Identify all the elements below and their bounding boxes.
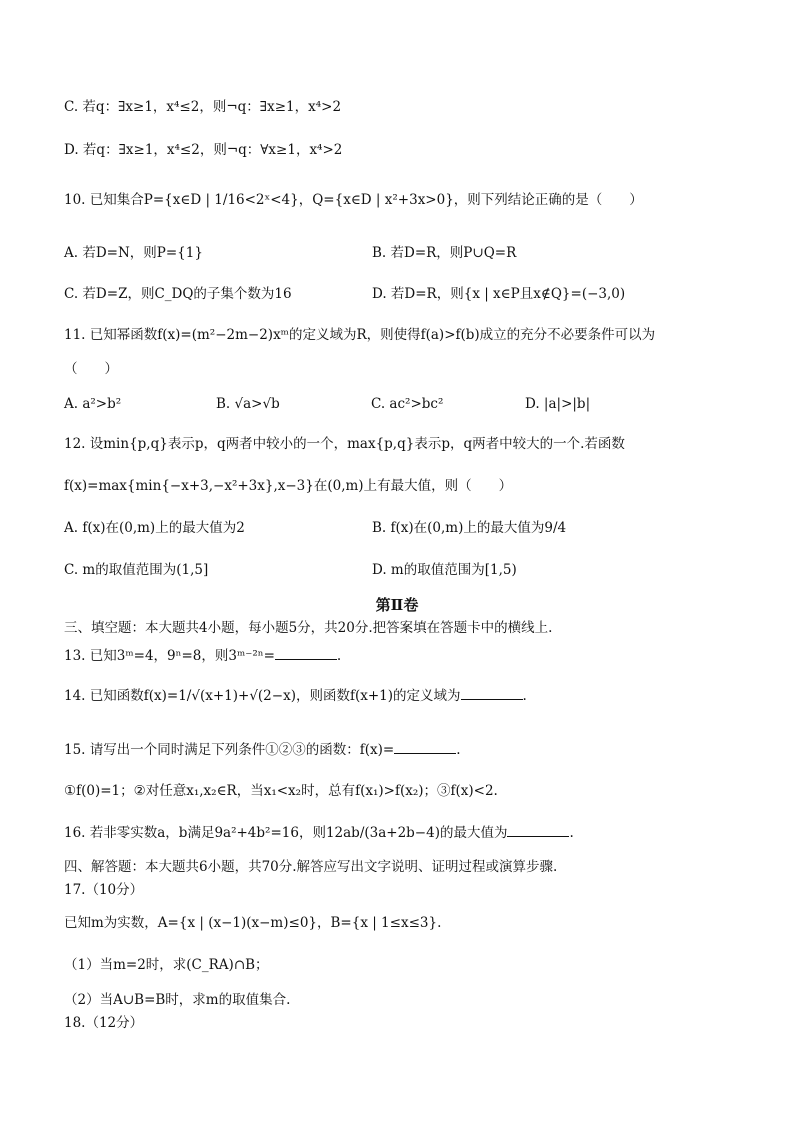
q10-option-c: C. 若D=Z，则C_DQ的子集个数为16 bbox=[64, 286, 292, 302]
q15: 15. 请写出一个同时满足下列条件①②③的函数：f(x)= . bbox=[64, 739, 461, 760]
q9-option-d: D. 若q：∃x≥1，x⁴≤2，则¬q：∀x≥1，x⁴>2 bbox=[64, 142, 343, 158]
q13: 13. 已知3ᵐ=4，9ⁿ=8，则3ᵐ⁻²ⁿ= . bbox=[64, 645, 341, 666]
q16-stem: 16. 若非零实数a，b满足9a²+4b²=16，则12ab/(3a+2b−4)的最大值为 bbox=[64, 825, 508, 841]
q12-option-a: A. f(x)在(0,m)上的最大值为2 bbox=[64, 520, 245, 536]
q17-heading: 17.（10分） bbox=[64, 882, 144, 898]
section-four-heading: 四、解答题：本大题共6小题，共70分.解答应写出文字说明、证明过程或演算步骤. bbox=[64, 859, 558, 875]
section-three-heading: 三、填空题：本大题共4小题，每小题5分，共20分.把答案填在答题卡中的横线上. bbox=[64, 620, 553, 636]
q16-answer-blank[interactable] bbox=[507, 822, 569, 837]
q11-answer-paren: （ ） bbox=[64, 361, 118, 377]
q10-option-a: A. 若D=N，则P={1} bbox=[64, 245, 203, 261]
q11-option-a: A. a²>b² bbox=[64, 396, 122, 412]
q14: 14. 已知函数f(x)=1/√(x+1)+√(2−x)，则函数f(x+1)的定义域为 . bbox=[64, 685, 527, 706]
q13-answer-blank[interactable] bbox=[275, 645, 337, 660]
q18-heading: 18.（12分） bbox=[64, 1015, 144, 1031]
q17-part2: （2）当A∪B=B时，求m的取值集合. bbox=[64, 992, 291, 1008]
q10-option-b: B. 若D=R，则P∪Q=R bbox=[372, 245, 517, 261]
q13-stem: 13. 已知3ᵐ=4，9ⁿ=8，则3ᵐ⁻²ⁿ= bbox=[64, 648, 275, 664]
q17-part1: （1）当m=2时，求(C_RA)∩B； bbox=[64, 957, 269, 973]
q14-answer-blank[interactable] bbox=[461, 685, 523, 700]
q10-stem: 10. 已知集合P={x∈D | 1/16<2ˣ<4}，Q={x∈D | x²+3x>0}，则下列结论正确的是（ ） bbox=[64, 192, 643, 208]
q9-option-c: C. 若q：∃x≥1，x⁴≤2，则¬q：∃x≥1，x⁴>2 bbox=[64, 99, 342, 115]
q14-stem: 14. 已知函数f(x)=1/√(x+1)+√(2−x)，则函数f(x+1)的定义域为 bbox=[64, 688, 461, 704]
q12-option-c: C. m的取值范围为(1,5] bbox=[64, 562, 209, 578]
q16: 16. 若非零实数a，b满足9a²+4b²=16，则12ab/(3a+2b−4)的最大值为 . bbox=[64, 822, 574, 843]
q11-option-c: C. ac²>bc² bbox=[371, 396, 444, 412]
q12-option-b: B. f(x)在(0,m)上的最大值为9/4 bbox=[372, 520, 567, 536]
q15-stem: 15. 请写出一个同时满足下列条件①②③的函数：f(x)= bbox=[64, 742, 395, 758]
q12-option-d: D. m的取值范围为[1,5) bbox=[372, 562, 517, 578]
q15-conditions: ①f(0)=1；②对任意x₁,x₂∈R，当x₁<x₂时，总有f(x₁)>f(x₂)；③f(x)<2. bbox=[64, 783, 498, 799]
q10-option-d: D. 若D=R，则{x | x∈P且x∉Q}=(−3,0) bbox=[372, 286, 626, 302]
q12-stem-line2: f(x)=max{min{−x+3,−x²+3x},x−3}在(0,m)上有最大值，则（ ） bbox=[64, 478, 513, 494]
q11-stem: 11. 已知幂函数f(x)=(m²−2m−2)xᵐ的定义域为R，则使得f(a)>f(b)成立的充分不必要条件可以为 bbox=[64, 327, 656, 343]
q11-option-b: B. √a>√b bbox=[216, 396, 280, 412]
q17-stem: 已知m为实数，A={x | (x−1)(x−m)≤0}，B={x | 1≤x≤3}. bbox=[64, 915, 442, 931]
q12-stem-line1: 12. 设min{p,q}表示p，q两者中较小的一个，max{p,q}表示p，q两者中较大的一个.若函数 bbox=[64, 436, 625, 452]
part-two-title: 第Ⅱ卷 bbox=[375, 596, 419, 614]
q11-option-d: D. |a|>|b| bbox=[525, 396, 591, 412]
q15-answer-blank[interactable] bbox=[394, 739, 456, 754]
